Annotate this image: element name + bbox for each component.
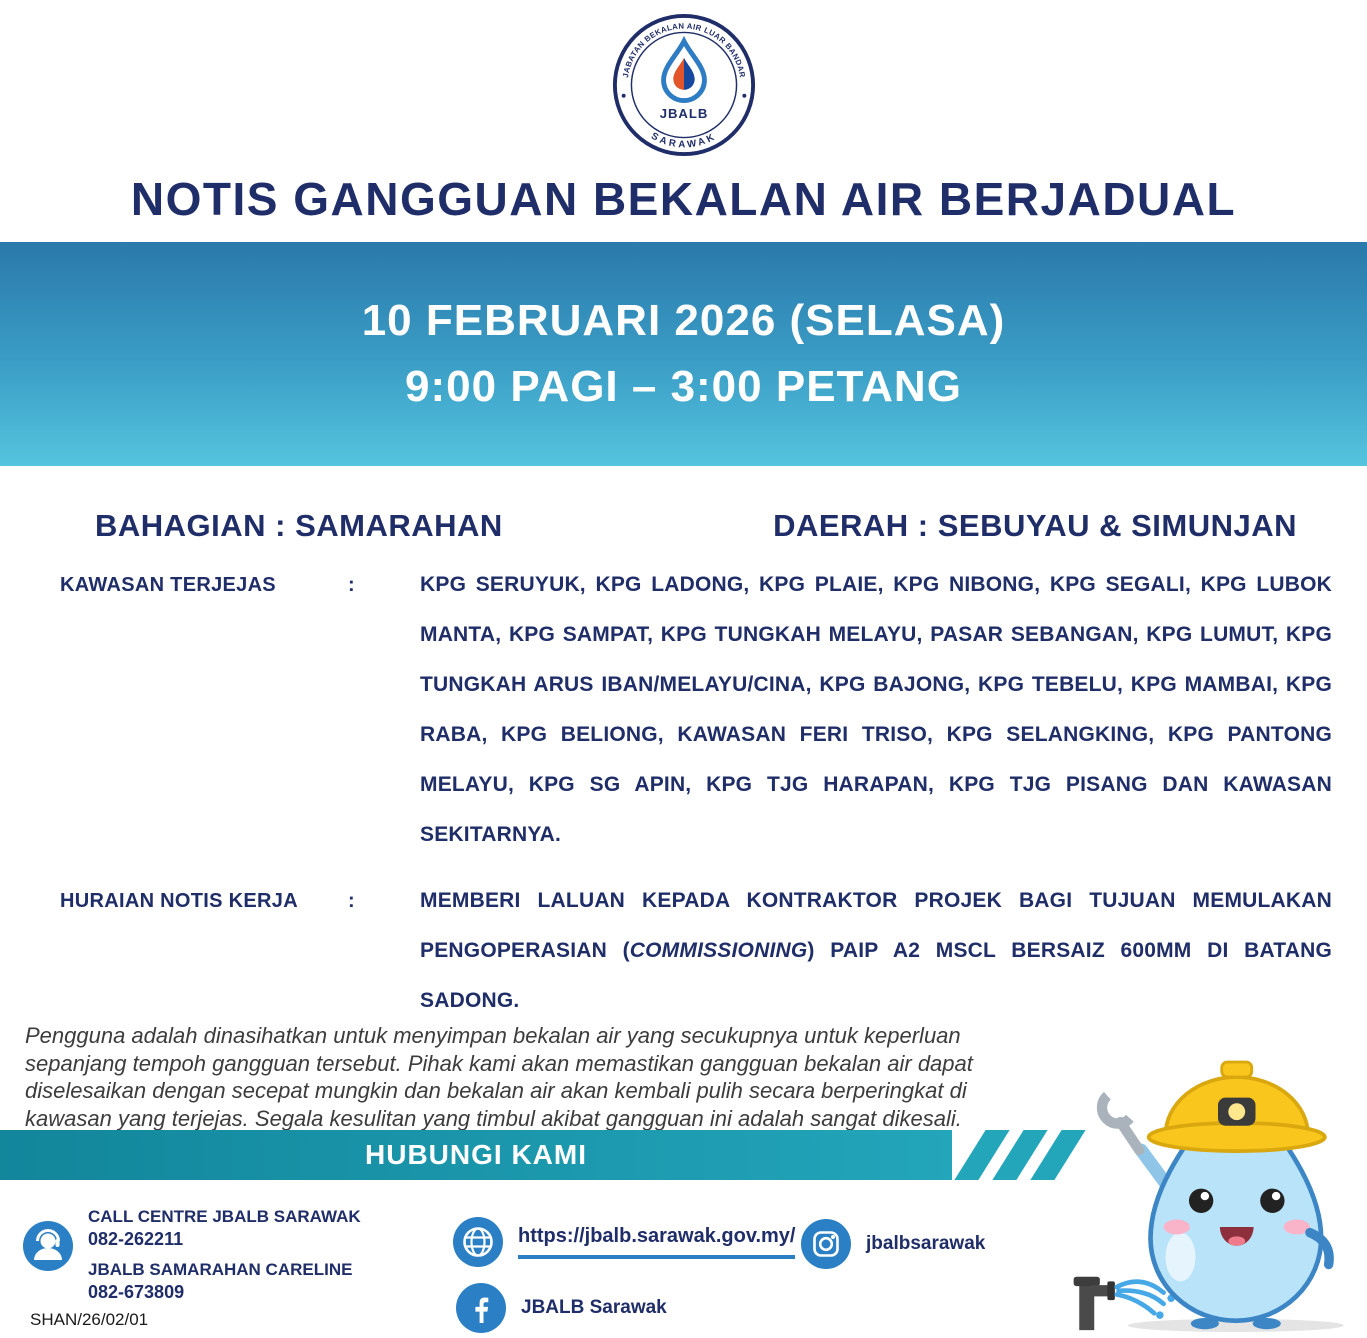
bahagian-text: BAHAGIAN : SAMARAHAN [95, 508, 503, 543]
globe-icon [452, 1216, 504, 1268]
schedule-banner [0, 242, 1367, 466]
website-url: https://jbalb.sarawak.gov.my/ [518, 1225, 795, 1259]
schedule-date: 10 FEBRUARI 2026 (SELASA) [361, 296, 1006, 345]
reference-code: SHAN/26/02/01 [30, 1310, 149, 1329]
kawasan-terjejas-text: KPG SERUYUK, KPG LADONG, KPG PLAIE, KPG NIBONG, KPG SEGALI, KPG LUBOK MANTA, KPG SAMPAT, KPG TUNGKAH MELAYU, PASAR SEBANGAN, KPG LUMUT, KPG TUNGKAH ARUS IBAN/MELAYU/CINA, KPG BAJONG, KPG TEBELU, KPG MAMBAI, KPG RABA, KPG BELIONG, KAWASAN FERI TRISO, KPG SELANGKING, KPG PANTONG MELAYU, KPG SG APIN, KPG TJG HARAPAN, KPG TJG PISANG DAN KAWASAN SEKITARNYA. [420, 573, 1332, 846]
advisory-text: Pengguna adalah dinasihatkan untuk menyimpan bekalan air yang secukupnya untuk keperluan sepanjang tempoh gangguan tersebut. Pihak kami akan memastikan gangguan bekalan air dapat diselesaikan dengan secepat mungkin dan bekalan air akan kembali pulih secara berperingkat di kawasan yang terjejas. Segala kesulitan yang timbul akibat gangguan ini adalah sangat dikesali. [25, 1023, 973, 1131]
schedule-time: 9:00 PAGI – 3:00 PETANG [405, 362, 962, 411]
instagram-icon [800, 1218, 852, 1270]
contact-section [0, 1196, 1060, 1330]
hubungi-kami-bar [0, 1130, 952, 1180]
logo-arc-bottom-text: SARAWAK [648, 130, 719, 151]
water-drop-mascot-illustration [1053, 1015, 1353, 1334]
logo-arc-top-text: JABATAN BEKALAN AIR LUAR BANDAR [620, 21, 747, 79]
notice-title: NOTIS GANGGUAN BEKALAN AIR BERJADUAL [130, 173, 1237, 225]
hard-hat-icon [1149, 1062, 1325, 1151]
careline-label: JBALB SAMARAHAN CARELINE [88, 1259, 353, 1279]
call-centre-label: CALL CENTRE JBALB SARAWAK [88, 1207, 361, 1226]
call-centre-icon [22, 1220, 74, 1272]
careline-number: 082-673809 [88, 1281, 185, 1302]
call-centre-text [88, 1206, 361, 1312]
work-notice-row [60, 876, 1332, 1026]
affected-area-row [60, 560, 1332, 860]
huraian-notis-kerja-label: HURAIAN NOTIS KERJA [60, 890, 298, 912]
wrench-icon [1102, 1096, 1139, 1150]
huraian-notis-kerja-text [420, 876, 1332, 1026]
region-row [95, 508, 1297, 544]
logo-area [0, 0, 1367, 158]
colon-separator: : [348, 574, 355, 596]
huraian-text-after: ) PAIP A2 MSCL BERSAIZ 600MM DI BATANG SADONG. [420, 939, 1333, 1012]
instagram-handle: jbalbsarawak [866, 1233, 986, 1254]
hubungi-kami-banner [0, 1130, 1100, 1180]
facebook-icon [455, 1282, 507, 1334]
daerah-text: DAERAH : SEBUYAU & SIMUNJAN [773, 508, 1297, 543]
call-centre-number: 082-262211 [88, 1228, 184, 1249]
facebook-group [455, 1282, 667, 1334]
colon-separator: : [348, 890, 355, 912]
facebook-name: JBALB Sarawak [521, 1297, 667, 1318]
hubungi-kami-heading: HUBUNGI KAMI [365, 1139, 587, 1170]
pipe-icon [1074, 1277, 1115, 1330]
water-spray-icon [1117, 1282, 1164, 1314]
huraian-text-before: MEMBERI LALUAN KEPADA KONTRAKTOR PROJEK BAGI TUJUAN MEMULAKAN PENGOPERASIAN ( [420, 889, 1332, 962]
logo-name-text: JBALB [659, 106, 708, 122]
instagram-group [800, 1218, 985, 1270]
call-centre-group [22, 1206, 361, 1312]
kawasan-terjejas-label: KAWASAN TERJEJAS [60, 574, 276, 596]
website-group [452, 1216, 795, 1268]
jbalb-logo [611, 12, 757, 158]
huraian-text-italic: COMMISSIONING [629, 939, 808, 962]
